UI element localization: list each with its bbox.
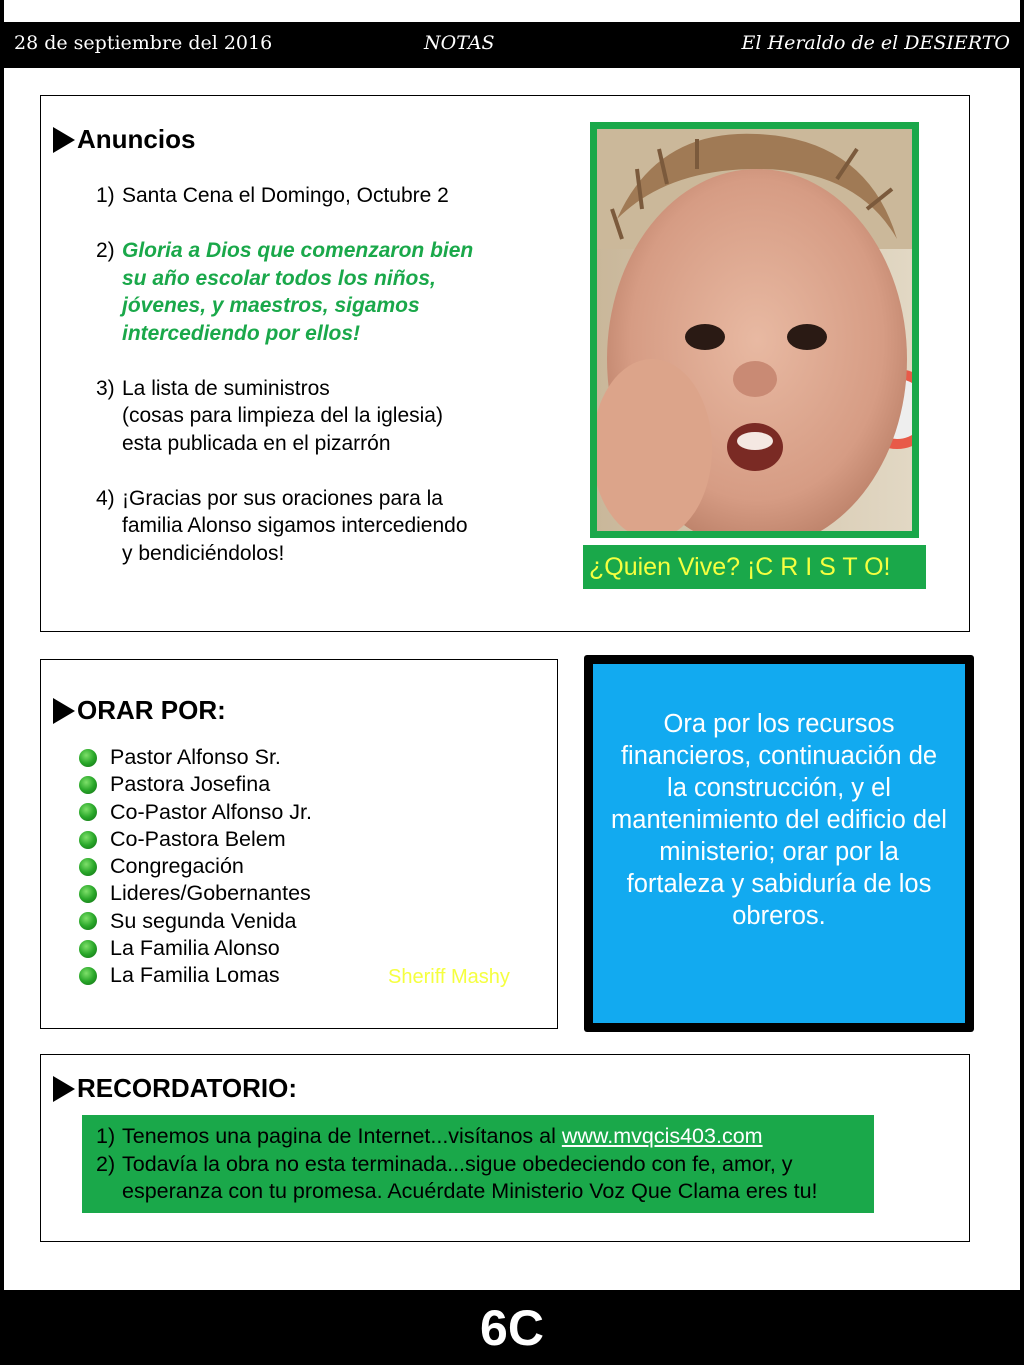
announcement-item: 4) ¡Gracias por sus oraciones para la familia Alonso sigamos intercediendo y bendiciéndolos! (96, 485, 546, 568)
website-link[interactable]: www.mvqcis403.com (561, 1124, 763, 1148)
child-photo (597, 129, 912, 531)
prayer-item (79, 799, 312, 826)
blue-note-line: financieros, continuación de (620, 742, 938, 770)
announcement-line: Santa Cena el Domingo, Octubre 2 (122, 184, 449, 207)
prayer-item-label: Lideres/Gobernantes (110, 881, 311, 906)
blue-note-line: ministerio; orar por la (659, 838, 899, 866)
green-bullet-icon (79, 803, 97, 821)
prayer-title: ORAR POR: (53, 695, 226, 726)
prayer-item (79, 744, 312, 771)
signature-text: Sheriff Mashy (388, 966, 510, 988)
prayer-list (79, 744, 312, 990)
reminder-panel (82, 1115, 874, 1213)
reminder-title: RECORDATORIO: (53, 1073, 297, 1104)
green-bullet-icon (79, 831, 97, 849)
announcement-line: intercediendo por ellos! (122, 321, 361, 345)
announcement-line: esta publicada en el pizarrón (122, 431, 391, 455)
blue-note (593, 664, 965, 1023)
play-arrow-icon (53, 1076, 75, 1102)
blue-note-line: la construcción, y el (667, 774, 891, 802)
page-header (4, 22, 1020, 68)
announcement-item: 1) Santa Cena el Domingo, Octubre 2 (96, 182, 546, 210)
prayer-item (79, 935, 312, 962)
green-bullet-icon (79, 885, 97, 903)
prayer-item-label: Congregación (110, 854, 244, 879)
green-bullet-icon (79, 967, 97, 985)
prayer-item (79, 962, 312, 989)
green-bullet-icon (79, 912, 97, 930)
green-bullet-icon (79, 749, 97, 767)
announcement-line: La lista de suministros (122, 376, 330, 400)
child-face-illustration (597, 129, 912, 531)
green-bullet-icon (79, 940, 97, 958)
play-arrow-icon (53, 127, 75, 153)
blue-note-line: mantenimiento del edificio del (611, 806, 947, 834)
announcement-item: 3) La lista de suministros (cosas para limpieza del la iglesia) esta publicada en el pizarrón (96, 375, 546, 458)
prayer-item-label: La Familia Lomas (110, 963, 280, 988)
prayer-item-label: La Familia Alonso (110, 936, 280, 961)
photo-caption: ¿Quien Vive? ¡C R I S T O! (583, 545, 926, 589)
prayer-item-label: Co-Pastora Belem (110, 826, 286, 851)
prayer-item-label: Pastora Josefina (110, 772, 271, 797)
green-bullet-icon (79, 776, 97, 794)
prayer-item (79, 826, 312, 853)
blue-note-line: fortaleza y sabiduría de los (626, 870, 932, 898)
blue-note-line: Ora por los recursos (663, 710, 895, 738)
announcement-line: (cosas para limpieza del la iglesia) (122, 404, 443, 427)
prayer-item (79, 908, 312, 935)
play-arrow-icon (53, 698, 75, 724)
prayer-item (79, 880, 312, 907)
announcement-line: su año escolar todos los niños, (122, 266, 436, 290)
prayer-item (79, 771, 312, 798)
blue-note-frame (584, 655, 974, 1032)
announcements-list (96, 182, 546, 595)
announcement-item: 2) Gloria a Dios que comenzaron bien su año escolar todos los niños, jóvenes, y maestros, sigamos intercediendo por ellos! (96, 237, 546, 347)
prayer-item-label: Co-Pastor Alfonso Jr. (110, 799, 312, 824)
green-bullet-icon (79, 858, 97, 876)
reminder-box (40, 1054, 970, 1242)
announcement-line: jóvenes, y maestros, sigamos (122, 294, 420, 317)
blue-note-line: obreros. (732, 902, 826, 930)
prayer-item (79, 853, 312, 880)
photo-frame (590, 122, 919, 538)
reminder-item: 2) Todavía la obra no esta terminada...sigue obedeciendo con fe, amor, y esperanza con tu promesa. Acuérdate Ministerio Voz Que Clama eres tu! (96, 1151, 818, 1203)
announcement-line: Gloria a Dios que comenzaron bien (122, 239, 474, 262)
header-section: NOTAS (424, 32, 495, 54)
announcements-title: Anuncios (53, 124, 195, 155)
header-date: 28 de septiembre del 2016 (14, 32, 273, 54)
header-paper-name: El Heraldo de el DESIERTO (741, 32, 1010, 54)
prayer-item-label: Su segunda Venida (110, 908, 297, 933)
announcement-line: ¡Gracias por sus oraciones para la (122, 486, 443, 510)
prayer-box (40, 659, 558, 1029)
announcement-line: familia Alonso sigamos intercediendo (122, 514, 468, 537)
page-number: 6C (480, 1300, 544, 1356)
prayer-item-label: Pastor Alfonso Sr. (110, 745, 281, 769)
reminder-item: 1) Tenemos una pagina de Internet...visítanos al www.mvqcis403.com (96, 1124, 763, 1148)
announcement-line: y bendiciéndolos! (122, 541, 285, 565)
